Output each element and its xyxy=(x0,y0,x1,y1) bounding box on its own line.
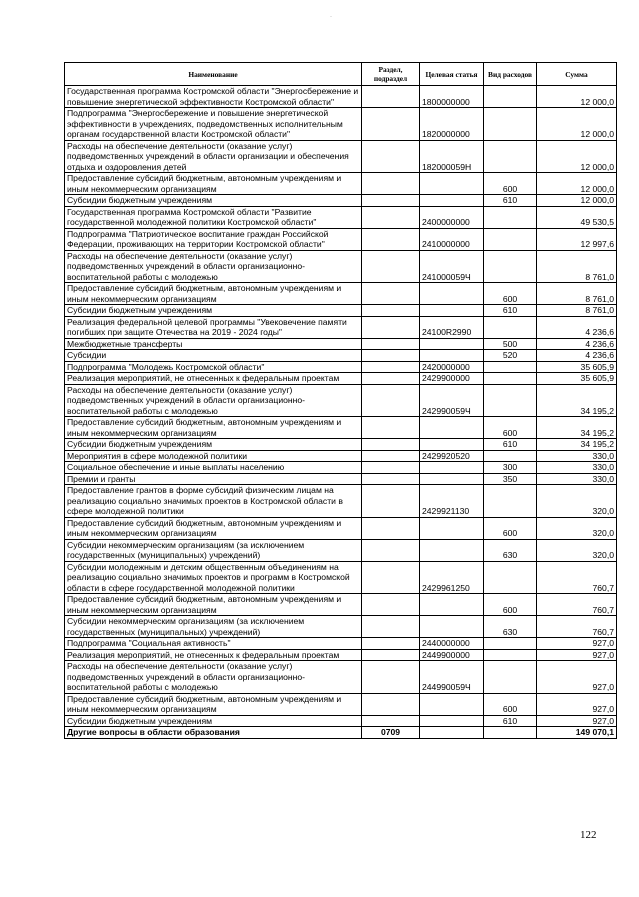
cell-name: Расходы на обеспечение деятельности (оказание услуг) подведомственных учреждений в области организации и обеспечения отдыха и оздоровления детей xyxy=(65,140,362,173)
table-row xyxy=(65,485,617,518)
cell-sum: 12 000,0 xyxy=(537,108,617,141)
cell-sum: 320,0 xyxy=(537,485,617,518)
cell-target: 2440000000 xyxy=(420,638,484,650)
cell-sum: 149 070,1 xyxy=(537,727,617,739)
cell-target xyxy=(420,539,484,561)
cell-target xyxy=(420,616,484,638)
cell-target: 2410000000 xyxy=(420,228,484,250)
cell-name: Субсидии бюджетным учреждениям xyxy=(65,305,362,317)
cell-target: 2400000000 xyxy=(420,206,484,228)
cell-target: 182000059Н xyxy=(420,140,484,173)
cell-target: 24100R2990 xyxy=(420,316,484,338)
cell-sum: 12 000,0 xyxy=(537,173,617,195)
table-row xyxy=(65,140,617,173)
cell-name: Предоставление субсидий бюджетным, автономным учреждениям и иным некоммерческим организациям xyxy=(65,173,362,195)
cell-name: Межбюджетные трансферты xyxy=(65,338,362,350)
cell-sum: 330,0 xyxy=(537,450,617,462)
cell-name: Субсидии бюджетным учреждениям xyxy=(65,439,362,451)
cell-section xyxy=(362,485,420,518)
cell-kind: 610 xyxy=(484,715,537,727)
table-row xyxy=(65,561,617,594)
cell-kind xyxy=(484,384,537,417)
cell-kind xyxy=(484,108,537,141)
table-row xyxy=(65,638,617,650)
cell-sum: 8 761,0 xyxy=(537,283,617,305)
table-row xyxy=(65,594,617,616)
table-row xyxy=(65,338,617,350)
cell-kind xyxy=(484,86,537,108)
cell-sum: 35 605,9 xyxy=(537,361,617,373)
cell-target: 242990059Ч xyxy=(420,384,484,417)
cell-sum: 4 236,6 xyxy=(537,350,617,362)
cell-section xyxy=(362,616,420,638)
table-total-row xyxy=(65,727,617,739)
cell-name: Реализация мероприятий, не отнесенных к федеральным проектам xyxy=(65,373,362,385)
cell-target xyxy=(420,283,484,305)
cell-kind: 600 xyxy=(484,693,537,715)
table-row xyxy=(65,473,617,485)
table-row xyxy=(65,450,617,462)
cell-target xyxy=(420,594,484,616)
table-row xyxy=(65,316,617,338)
cell-name: Субсидии xyxy=(65,350,362,362)
cell-target: 2429900000 xyxy=(420,373,484,385)
table-row xyxy=(65,206,617,228)
cell-sum: 330,0 xyxy=(537,462,617,474)
table-row xyxy=(65,661,617,694)
cell-kind xyxy=(484,638,537,650)
cell-sum: 12 000,0 xyxy=(537,195,617,207)
cell-target xyxy=(420,173,484,195)
cell-name: Подпрограмма "Патриотическое воспитание граждан Российской Федерации, проживающих на территории Костромской области" xyxy=(65,228,362,250)
table-row xyxy=(65,517,617,539)
cell-name: Государственная программа Костромской области "Развитие государственной молодежной политики Костромской области" xyxy=(65,206,362,228)
cell-sum: 927,0 xyxy=(537,715,617,727)
cell-section xyxy=(362,250,420,283)
cell-kind xyxy=(484,727,537,739)
page-number: 122 xyxy=(580,829,597,841)
cell-kind: 350 xyxy=(484,473,537,485)
cell-section xyxy=(362,361,420,373)
cell-kind: 630 xyxy=(484,539,537,561)
cell-target xyxy=(420,439,484,451)
cell-name: Премии и гранты xyxy=(65,473,362,485)
cell-target: 1820000000 xyxy=(420,108,484,141)
cell-kind xyxy=(484,450,537,462)
cell-section xyxy=(362,539,420,561)
table-row xyxy=(65,539,617,561)
cell-kind: 600 xyxy=(484,173,537,195)
cell-target: 2429961250 xyxy=(420,561,484,594)
cell-target xyxy=(420,305,484,317)
cell-name: Предоставление субсидий бюджетным, автономным учреждениям и иным некоммерческим организациям xyxy=(65,283,362,305)
cell-target xyxy=(420,350,484,362)
table-row xyxy=(65,350,617,362)
cell-target xyxy=(420,727,484,739)
cell-target xyxy=(420,195,484,207)
cell-kind xyxy=(484,561,537,594)
cell-target: 2449900000 xyxy=(420,649,484,661)
cell-sum: 8 761,0 xyxy=(537,250,617,283)
header-name: Наименование xyxy=(65,63,362,86)
cell-name: Государственная программа Костромской области "Энергосбережение и повышение энергетической эффективности Костромской области" xyxy=(65,86,362,108)
cell-target: 244990059Ч xyxy=(420,661,484,694)
table-header-row xyxy=(65,63,617,86)
cell-section xyxy=(362,473,420,485)
cell-kind: 500 xyxy=(484,338,537,350)
cell-section xyxy=(362,283,420,305)
cell-sum: 927,0 xyxy=(537,661,617,694)
cell-name: Предоставление субсидий бюджетным, автономным учреждениям и иным некоммерческим организациям xyxy=(65,594,362,616)
cell-section xyxy=(362,693,420,715)
cell-sum: 34 195,2 xyxy=(537,417,617,439)
cell-sum: 34 195,2 xyxy=(537,384,617,417)
cell-target xyxy=(420,715,484,727)
table-row xyxy=(65,361,617,373)
table-row xyxy=(65,173,617,195)
cell-name: Реализация федеральной целевой программы "Увековечение памяти погибших при защите Отечества на 2019 - 2024 годы" xyxy=(65,316,362,338)
cell-section xyxy=(362,195,420,207)
cell-target: 241000059Ч xyxy=(420,250,484,283)
cell-sum: 927,0 xyxy=(537,693,617,715)
cell-target xyxy=(420,417,484,439)
cell-section xyxy=(362,140,420,173)
cell-kind: 600 xyxy=(484,517,537,539)
cell-target xyxy=(420,338,484,350)
cell-sum: 49 530,5 xyxy=(537,206,617,228)
cell-kind: 610 xyxy=(484,439,537,451)
cell-target: 2420000000 xyxy=(420,361,484,373)
cell-kind: 610 xyxy=(484,195,537,207)
cell-name: Социальное обеспечение и иные выплаты населению xyxy=(65,462,362,474)
cell-section: 0709 xyxy=(362,727,420,739)
cell-target xyxy=(420,517,484,539)
header-target: Целевая статья xyxy=(420,63,484,86)
cell-name: Субсидии молодежным и детским общественным объединениям на реализацию социально значимых проектов и программ в Костромской области в сфере государственной молодежной политики xyxy=(65,561,362,594)
cell-kind: 600 xyxy=(484,594,537,616)
scan-mark: · xyxy=(330,14,332,20)
table-row xyxy=(65,384,617,417)
cell-name: Предоставление грантов в форме субсидий физическим лицам на реализацию социально значимых проектов в Костромской области в сфере молодежной политики xyxy=(65,485,362,518)
cell-kind xyxy=(484,316,537,338)
cell-target xyxy=(420,693,484,715)
table-row xyxy=(65,417,617,439)
cell-sum: 34 195,2 xyxy=(537,439,617,451)
cell-name: Субсидии бюджетным учреждениям xyxy=(65,195,362,207)
header-section: Раздел, подраздел xyxy=(362,63,420,86)
cell-kind xyxy=(484,485,537,518)
cell-sum: 8 761,0 xyxy=(537,305,617,317)
cell-sum: 4 236,6 xyxy=(537,316,617,338)
cell-kind xyxy=(484,361,537,373)
cell-section xyxy=(362,561,420,594)
table-row xyxy=(65,715,617,727)
cell-section xyxy=(362,715,420,727)
cell-name: Реализация мероприятий, не отнесенных к федеральным проектам xyxy=(65,649,362,661)
cell-sum: 12 997,6 xyxy=(537,228,617,250)
cell-section xyxy=(362,316,420,338)
cell-section xyxy=(362,338,420,350)
table-row xyxy=(65,108,617,141)
table-row xyxy=(65,228,617,250)
cell-sum: 760,7 xyxy=(537,594,617,616)
cell-sum: 320,0 xyxy=(537,539,617,561)
cell-sum: 760,7 xyxy=(537,616,617,638)
cell-sum: 12 000,0 xyxy=(537,86,617,108)
cell-section xyxy=(362,661,420,694)
cell-sum: 320,0 xyxy=(537,517,617,539)
cell-kind xyxy=(484,250,537,283)
cell-name: Подпрограмма "Социальная активность" xyxy=(65,638,362,650)
cell-name: Предоставление субсидий бюджетным, автономным учреждениям и иным некоммерческим организациям xyxy=(65,417,362,439)
cell-section xyxy=(362,594,420,616)
cell-name: Расходы на обеспечение деятельности (оказание услуг) подведомственных учреждений в области организационно-воспитательной работы с молодежью xyxy=(65,384,362,417)
cell-name: Мероприятия в сфере молодежной политики xyxy=(65,450,362,462)
cell-section xyxy=(362,228,420,250)
cell-kind xyxy=(484,228,537,250)
cell-sum: 760,7 xyxy=(537,561,617,594)
cell-section xyxy=(362,350,420,362)
cell-kind: 600 xyxy=(484,417,537,439)
cell-kind xyxy=(484,373,537,385)
cell-sum: 927,0 xyxy=(537,638,617,650)
cell-name: Предоставление субсидий бюджетным, автономным учреждениям и иным некоммерческим организациям xyxy=(65,693,362,715)
table-row xyxy=(65,649,617,661)
cell-kind: 610 xyxy=(484,305,537,317)
table-row xyxy=(65,616,617,638)
cell-name: Предоставление субсидий бюджетным, автономным учреждениям и иным некоммерческим организациям xyxy=(65,517,362,539)
cell-section xyxy=(362,417,420,439)
cell-kind: 520 xyxy=(484,350,537,362)
cell-kind xyxy=(484,649,537,661)
cell-kind xyxy=(484,140,537,173)
cell-target xyxy=(420,473,484,485)
table-row xyxy=(65,462,617,474)
cell-sum: 12 000,0 xyxy=(537,140,617,173)
table-row xyxy=(65,693,617,715)
cell-target: 2429921130 xyxy=(420,485,484,518)
cell-kind: 630 xyxy=(484,616,537,638)
table-row xyxy=(65,439,617,451)
cell-section xyxy=(362,108,420,141)
cell-section xyxy=(362,517,420,539)
table-row xyxy=(65,373,617,385)
cell-name: Подпрограмма "Молодежь Костромской области" xyxy=(65,361,362,373)
cell-kind: 600 xyxy=(484,283,537,305)
table-row xyxy=(65,305,617,317)
cell-target: 1800000000 xyxy=(420,86,484,108)
cell-sum: 927,0 xyxy=(537,649,617,661)
cell-section xyxy=(362,649,420,661)
cell-kind: 300 xyxy=(484,462,537,474)
cell-section xyxy=(362,384,420,417)
cell-sum: 4 236,6 xyxy=(537,338,617,350)
cell-name: Расходы на обеспечение деятельности (оказание услуг) подведомственных учреждений в области организационно-воспитательной работы с молодежью xyxy=(65,250,362,283)
cell-section xyxy=(362,450,420,462)
header-sum: Сумма xyxy=(537,63,617,86)
cell-section xyxy=(362,173,420,195)
cell-sum: 330,0 xyxy=(537,473,617,485)
cell-kind xyxy=(484,206,537,228)
cell-kind xyxy=(484,661,537,694)
cell-section xyxy=(362,305,420,317)
cell-name: Субсидии бюджетным учреждениям xyxy=(65,715,362,727)
cell-section xyxy=(362,638,420,650)
table-body xyxy=(65,86,617,739)
cell-section xyxy=(362,206,420,228)
table-row xyxy=(65,86,617,108)
cell-name: Субсидии некоммерческим организациям (за исключением государственных (муниципальных) учреждений) xyxy=(65,616,362,638)
cell-section xyxy=(362,86,420,108)
cell-name: Расходы на обеспечение деятельности (оказание услуг) подведомственных учреждений в области организационно-воспитательной работы с молодежью xyxy=(65,661,362,694)
table-row xyxy=(65,195,617,207)
table-row xyxy=(65,283,617,305)
cell-target: 2429920520 xyxy=(420,450,484,462)
cell-name: Другие вопросы в области образования xyxy=(65,727,362,739)
table-row xyxy=(65,250,617,283)
cell-name: Субсидии некоммерческим организациям (за исключением государственных (муниципальных) учреждений) xyxy=(65,539,362,561)
cell-sum: 35 605,9 xyxy=(537,373,617,385)
budget-table xyxy=(64,62,617,739)
cell-section xyxy=(362,462,420,474)
cell-section xyxy=(362,439,420,451)
cell-name: Подпрограмма "Энергосбережение и повышение энергетической эффективности в учреждениях, подведомственных исполнительным органам государственной власти Костромской области" xyxy=(65,108,362,141)
cell-section xyxy=(362,373,420,385)
header-kind: Вид расходов xyxy=(484,63,537,86)
cell-target xyxy=(420,462,484,474)
